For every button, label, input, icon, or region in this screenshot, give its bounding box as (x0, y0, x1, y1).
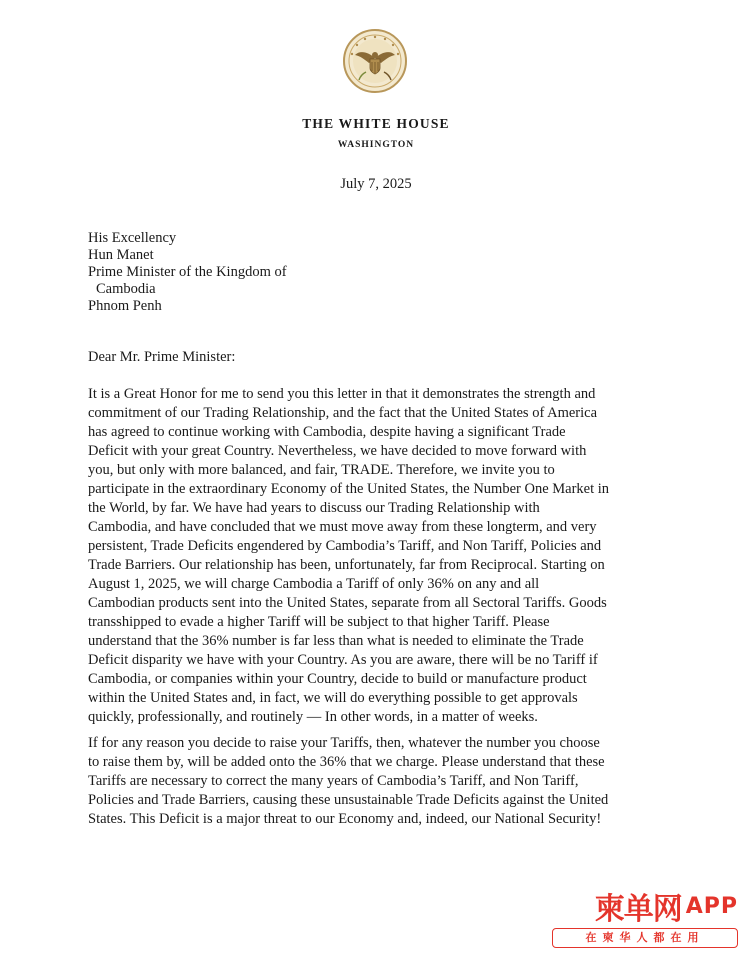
text-line: persistent, Trade Deficits engendered by Cambodia’s Tariff, and Non Tariff, Policies and (88, 538, 602, 554)
text-line: Deficit disparity we have with your Country. As you are aware, there will be no Tariff if (88, 652, 598, 668)
text-line: commitment of our Trading Relationship, and the fact that the United States of America (88, 405, 598, 421)
text-line: you, but only with more balanced, and fair, TRADE. Therefore, we invite you to (88, 462, 555, 478)
text-line: has agreed to continue working with Cambodia, despite having a significant Trade (88, 424, 566, 440)
text-line: to raise them by, will be added onto the 36% that we charge. Please understand that these (88, 754, 605, 770)
text-line: within the United States and, in fact, we will do everything possible to get approvals (88, 690, 578, 706)
text-line: If for any reason you decide to raise your Tariffs, then, whatever the number you choose (88, 735, 600, 751)
text-line: participate in the extraordinary Economy of the United States, the Number One Market in (88, 481, 610, 497)
text-line: the World, by far. We have had years to discuss our Trading Relationship with (88, 500, 540, 516)
watermark-logo: 柬单网 (594, 892, 682, 927)
text-line: Policies and Trade Barriers, causing these unsustainable Trade Deficits against the United (88, 792, 609, 808)
watermark-tagline: 在柬华人都在用 (552, 928, 738, 948)
text-line: States. This Deficit is a major threat to our Economy and, indeed, our National Security! (88, 811, 602, 827)
recipient-address (88, 230, 287, 315)
recipient-line: Hun Manet (88, 247, 154, 263)
recipient-line: Phnom Penh (88, 298, 162, 314)
watermark-brand (594, 888, 738, 927)
letter-date: July 7, 2025 (340, 176, 412, 192)
body-paragraph-2 (88, 734, 688, 829)
recipient-line: Cambodia (96, 281, 156, 297)
watermark-app-label: APP (685, 893, 738, 919)
presidential-seal-icon (342, 28, 408, 94)
salutation: Dear Mr. Prime Minister: (88, 349, 236, 365)
letterhead-title: THE WHITE HOUSE (302, 116, 450, 131)
text-line: August 1, 2025, we will charge Cambodia a Tariff of only 36% on any and all (88, 576, 540, 592)
recipient-line: His Excellency (88, 230, 177, 246)
text-line: Deficit with your great Country. Nevertheless, we have decided to move forward with (88, 443, 587, 459)
letterhead-subtitle: WASHINGTON (337, 140, 415, 150)
watermark (538, 888, 738, 950)
text-line: Tariffs are necessary to correct the many years of Cambodia’s Tariff, and Non Tariff, (88, 773, 579, 789)
text-line: Trade Barriers. Our relationship has been, unfortunately, far from Reciprocal. Starting on (88, 557, 605, 573)
text-line: transshipped to evade a higher Tariff will be subject to that higher Tariff. Please (88, 614, 550, 630)
text-line: Cambodia, or companies within your Country, decide to build or manufacture product (88, 671, 587, 687)
text-line: understand that the 36% number is far less than what is needed to eliminate the Trade (88, 633, 584, 649)
text-line: Cambodia, and have concluded that we must move away from these longterm, and very (88, 519, 597, 535)
text-line: It is a Great Honor for me to send you this letter in that it demonstrates the strength and (88, 386, 596, 402)
text-line: quickly, professionally, and routinely — In other words, in a matter of weeks. (88, 709, 538, 725)
recipient-line: Prime Minister of the Kingdom of (88, 264, 287, 280)
text-line: Cambodian products sent into the United States, separate from all Sectoral Tariffs. Goods (88, 595, 607, 611)
body-paragraph-1 (88, 385, 688, 727)
